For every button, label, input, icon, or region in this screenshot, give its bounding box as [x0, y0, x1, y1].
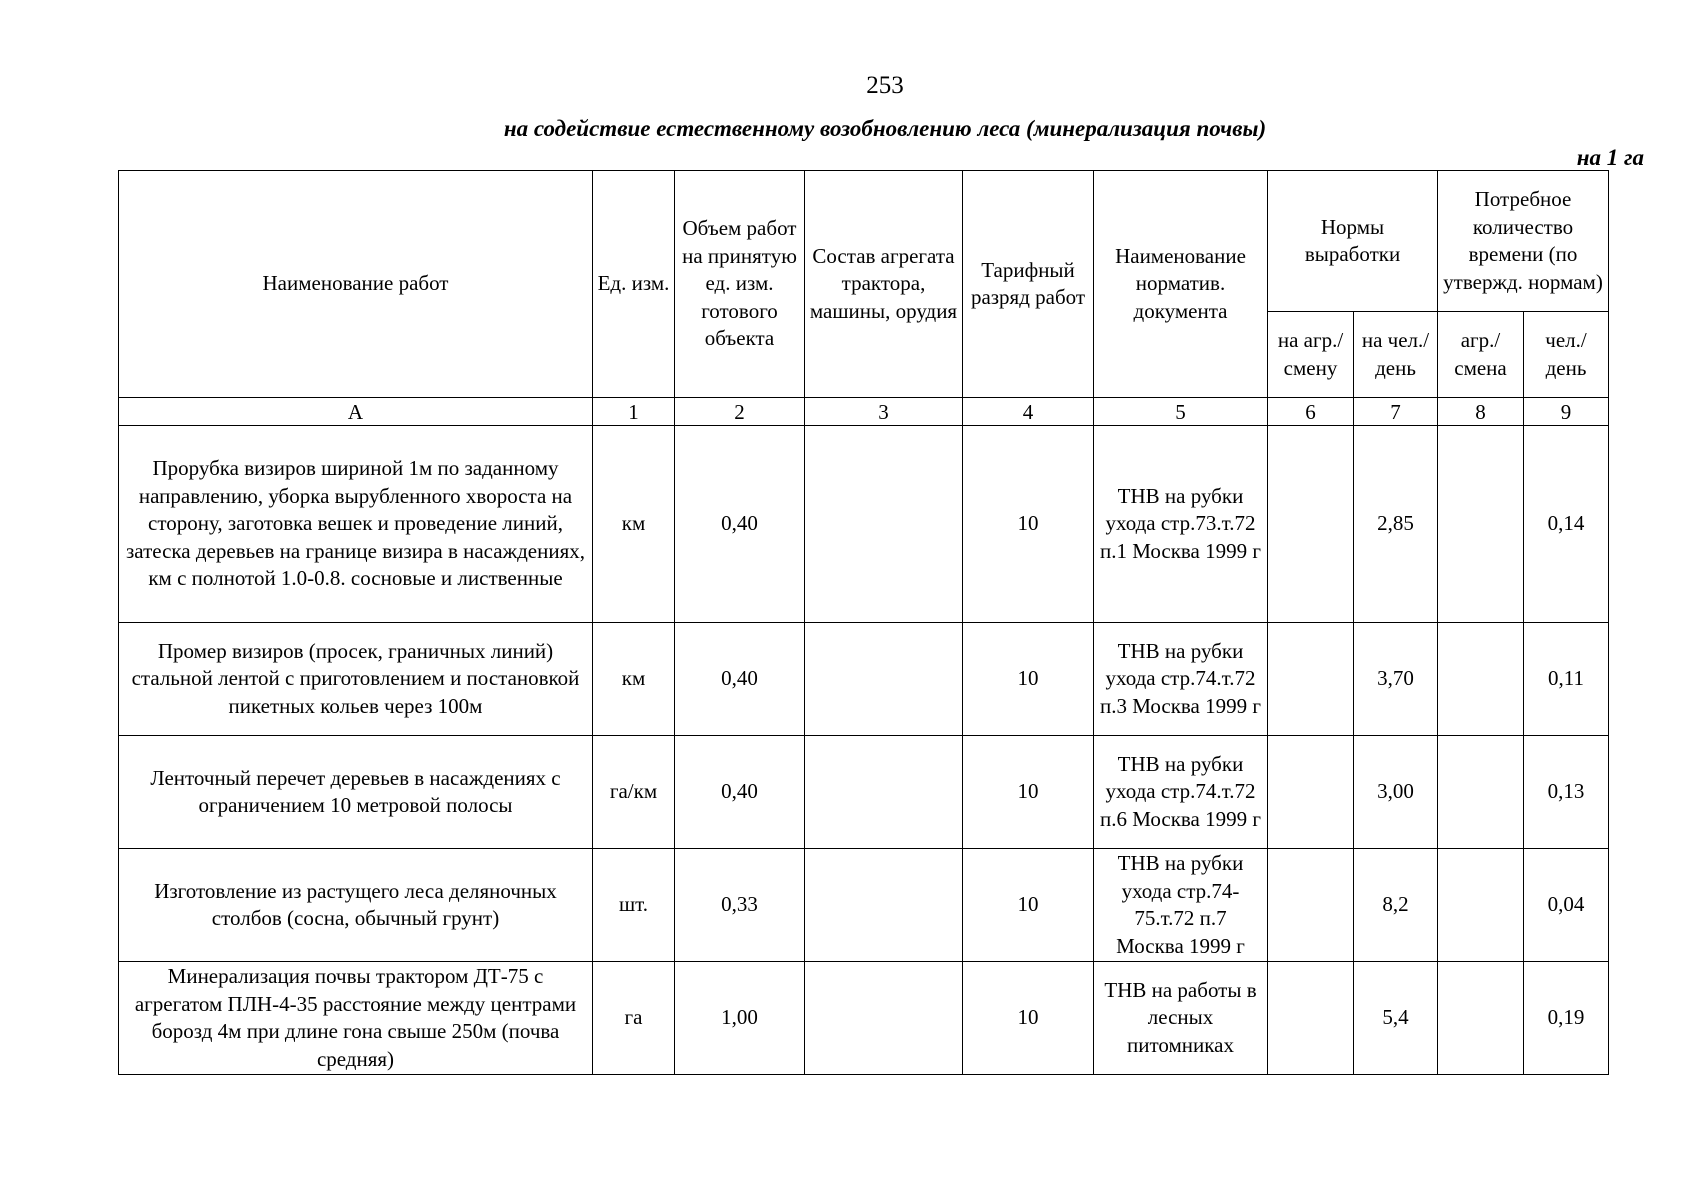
- unit-cell: га: [593, 962, 675, 1075]
- column-number: 9: [1524, 398, 1609, 426]
- table-row: [119, 736, 1609, 849]
- unit-cell: км: [593, 426, 675, 623]
- norm-agr-cell: [1268, 849, 1354, 962]
- header-composition: Состав агрегата трактора, машины, орудия: [805, 171, 963, 398]
- document-cell: ТНВ на рубки ухода стр.74-75.т.72 п.7 Москва 1999 г: [1094, 849, 1268, 962]
- work-name-cell: Промер визиров (просек, граничных линий) стальной лентой с приготовлением и постановкой пикетных кольев через 100м: [119, 623, 593, 736]
- column-number: 7: [1354, 398, 1438, 426]
- norm-man-cell: 3,70: [1354, 623, 1438, 736]
- work-name-cell: Прорубка визиров шириной 1м по заданному направлению, уборка вырубленного хвороста на сторону, заготовка вешек и проведение линий, затеска деревьев на границе визира в насаждениях, км с полнотой 1.0-0.8. сосновые и лиственные: [119, 426, 593, 623]
- document-cell: ТНВ на рубки ухода стр.74.т.72 п.3 Москва 1999 г: [1094, 623, 1268, 736]
- time-agr-cell: [1438, 736, 1524, 849]
- volume-cell: 0,40: [675, 426, 805, 623]
- unit-note: на 1 га: [1576, 145, 1644, 170]
- time-agr-cell: [1438, 849, 1524, 962]
- table-row: [119, 426, 1609, 623]
- document-title: на содействие естественному возобновлению леса (минерализация почвы): [503, 116, 1267, 141]
- norm-man-cell: 8,2: [1354, 849, 1438, 962]
- norm-man-cell: 2,85: [1354, 426, 1438, 623]
- work-name-cell: Изготовление из растущего леса деляночных столбов (сосна, обычный грунт): [119, 849, 593, 962]
- header-work-name: Наименование работ: [119, 171, 593, 398]
- work-name-cell: Ленточный перечет деревьев в насаждениях с ограничением 10 метровой полосы: [119, 736, 593, 849]
- tariff-cell: 10: [963, 962, 1094, 1075]
- time-man-cell: 0,11: [1524, 623, 1609, 736]
- column-number: 6: [1268, 398, 1354, 426]
- header-norm-agr: на агр./ смену: [1268, 312, 1354, 398]
- document-cell: ТНВ на рубки ухода стр.74.т.72 п.6 Москва 1999 г: [1094, 736, 1268, 849]
- header-time-needed: Потребное количество времени (по утвержд. нормам): [1438, 171, 1609, 312]
- column-number-row: [119, 398, 1609, 426]
- time-agr-cell: [1438, 623, 1524, 736]
- column-number: 8: [1438, 398, 1524, 426]
- composition-cell: [805, 962, 963, 1075]
- tariff-cell: 10: [963, 736, 1094, 849]
- time-man-cell: 0,13: [1524, 736, 1609, 849]
- norm-man-cell: 5,4: [1354, 962, 1438, 1075]
- volume-cell: 0,40: [675, 623, 805, 736]
- column-number: 4: [963, 398, 1094, 426]
- header-time-man: чел./ день: [1524, 312, 1609, 398]
- time-agr-cell: [1438, 962, 1524, 1075]
- work-name-cell: Минерализация почвы трактором ДТ-75 с агрегатом ПЛН-4-35 расстояние между центрами борозд 4м при длине гона свыше 250м (почва средняя): [119, 962, 593, 1075]
- norm-agr-cell: [1268, 736, 1354, 849]
- norm-agr-cell: [1268, 426, 1354, 623]
- header-tariff: Тарифный разряд работ: [963, 171, 1094, 398]
- column-number: 3: [805, 398, 963, 426]
- volume-cell: 0,33: [675, 849, 805, 962]
- header-time-agr: агр./ смена: [1438, 312, 1524, 398]
- header-norm-man: на чел./ день: [1354, 312, 1438, 398]
- norm-man-cell: 3,00: [1354, 736, 1438, 849]
- column-number: 2: [675, 398, 805, 426]
- volume-cell: 1,00: [675, 962, 805, 1075]
- table-row: [119, 962, 1609, 1075]
- tariff-cell: 10: [963, 849, 1094, 962]
- tariff-cell: 10: [963, 426, 1094, 623]
- page-number: 253: [866, 72, 904, 99]
- unit-cell: га/км: [593, 736, 675, 849]
- header-volume: Объем работ на принятую ед. изм. готового объекта: [675, 171, 805, 398]
- header-document: Наименование норматив. документа: [1094, 171, 1268, 398]
- column-number: А: [119, 398, 593, 426]
- header-row: [119, 171, 1609, 312]
- composition-cell: [805, 426, 963, 623]
- unit-cell: км: [593, 623, 675, 736]
- time-agr-cell: [1438, 426, 1524, 623]
- time-man-cell: 0,14: [1524, 426, 1609, 623]
- norm-agr-cell: [1268, 962, 1354, 1075]
- column-number: 1: [593, 398, 675, 426]
- composition-cell: [805, 623, 963, 736]
- document-cell: ТНВ на рубки ухода стр.73.т.72 п.1 Москва 1999 г: [1094, 426, 1268, 623]
- document-cell: ТНВ на работы в лесных питомниках: [1094, 962, 1268, 1075]
- time-man-cell: 0,19: [1524, 962, 1609, 1075]
- table-row: [119, 623, 1609, 736]
- column-number: 5: [1094, 398, 1268, 426]
- table-row: [119, 849, 1609, 962]
- header-unit: Ед. изм.: [593, 171, 675, 398]
- header-norms: Нормы выработки: [1268, 171, 1438, 312]
- norms-table: [118, 170, 1609, 1075]
- norm-agr-cell: [1268, 623, 1354, 736]
- composition-cell: [805, 736, 963, 849]
- tariff-cell: 10: [963, 623, 1094, 736]
- composition-cell: [805, 849, 963, 962]
- unit-cell: шт.: [593, 849, 675, 962]
- volume-cell: 0,40: [675, 736, 805, 849]
- time-man-cell: 0,04: [1524, 849, 1609, 962]
